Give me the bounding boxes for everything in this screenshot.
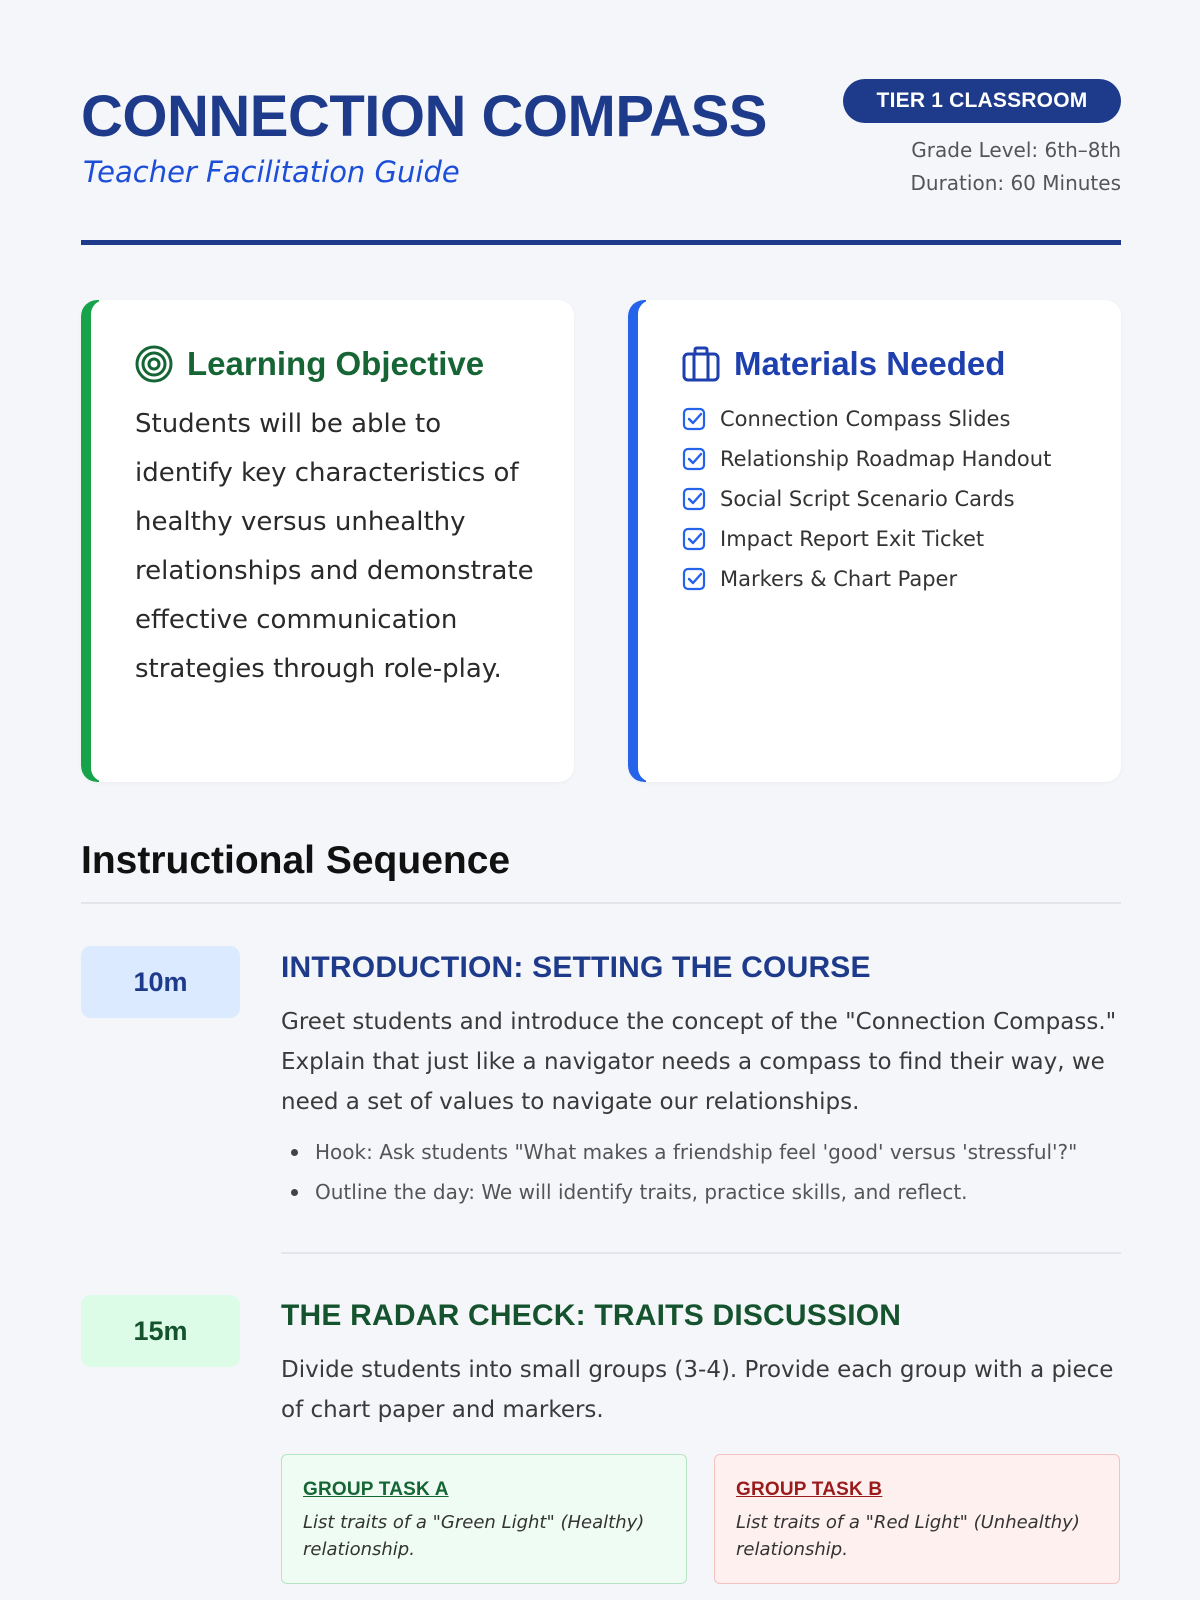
materials-item: Markers & Chart Paper: [682, 559, 1051, 599]
step-divider: [281, 1252, 1121, 1254]
learning-objective-text: Students will be able to identify key characteristics of healthy versus unhealthy relationships and demonstrate effective communication strategies through role-play.: [135, 409, 534, 684]
learning-objective-heading: Learning Objective: [187, 345, 485, 382]
list-item: Hook: Ask students "What makes a friendship feel 'good' versus 'stressful'?": [281, 1132, 1121, 1172]
grade-level: Grade Level: 6th–8th: [911, 138, 1121, 162]
materials-list: [682, 399, 1051, 599]
materials-item: Relationship Roadmap Handout: [682, 439, 1051, 479]
checkbox-checked-icon: [682, 487, 706, 511]
step-title: THE RADAR CHECK: TRAITS DISCUSSION: [281, 1299, 902, 1332]
time-badge: 15m: [81, 1295, 240, 1367]
step-bullets: [281, 1132, 1121, 1212]
checkbox-checked-icon: [682, 407, 706, 431]
step-title: INTRODUCTION: SETTING THE COURSE: [281, 951, 871, 984]
target-icon: [135, 345, 173, 383]
task-text: List traits of a "Green Light" (Healthy) relationship.: [303, 1512, 645, 1560]
section-divider: [81, 902, 1121, 904]
task-label: GROUP TASK A: [303, 1479, 449, 1500]
group-tasks: [281, 1454, 1121, 1584]
facilitation-guide-page: [81, 0, 1121, 1600]
materials-header: [682, 342, 1005, 386]
materials-card: [628, 300, 1121, 782]
time-badge: 10m: [81, 946, 240, 1018]
group-task-b-card: [714, 1454, 1120, 1584]
task-label: GROUP TASK B: [736, 1479, 883, 1500]
materials-item: Impact Report Exit Ticket: [682, 519, 1051, 559]
checkbox-checked-icon: [682, 447, 706, 471]
header-divider: [81, 240, 1121, 245]
task-text: List traits of a "Red Light" (Unhealthy) relationship.: [736, 1512, 1080, 1560]
group-task-a-card: [281, 1454, 687, 1584]
tier-badge: TIER 1 CLASSROOM: [843, 79, 1121, 123]
learning-objective-card: [81, 300, 574, 782]
duration: Duration: 60 Minutes: [910, 171, 1121, 195]
page-subtitle: Teacher Facilitation Guide: [83, 155, 460, 189]
page-title: CONNECTION COMPASS: [81, 84, 767, 149]
briefcase-icon: [682, 345, 720, 383]
learning-objective-header: [135, 342, 484, 386]
sequence-step: [281, 948, 1121, 1212]
step-description: Greet students and introduce the concept of the "Connection Compass." Explain that just like a navigator needs a compass to find their way, we need a set of values to navigate our relationships.: [281, 1009, 1117, 1115]
meta-info: [911, 134, 1122, 200]
checkbox-checked-icon: [682, 567, 706, 591]
sequence-step: [281, 1296, 1121, 1430]
section-title: Instructional Sequence: [81, 839, 511, 882]
materials-item: Connection Compass Slides: [682, 399, 1051, 439]
materials-item: Social Script Scenario Cards: [682, 479, 1051, 519]
materials-heading: Materials Needed: [734, 345, 1006, 382]
list-item: Outline the day: We will identify traits, practice skills, and reflect.: [281, 1172, 1121, 1212]
checkbox-checked-icon: [682, 527, 706, 551]
step-description: Divide students into small groups (3-4). Provide each group with a piece of chart paper and markers.: [281, 1357, 1114, 1423]
